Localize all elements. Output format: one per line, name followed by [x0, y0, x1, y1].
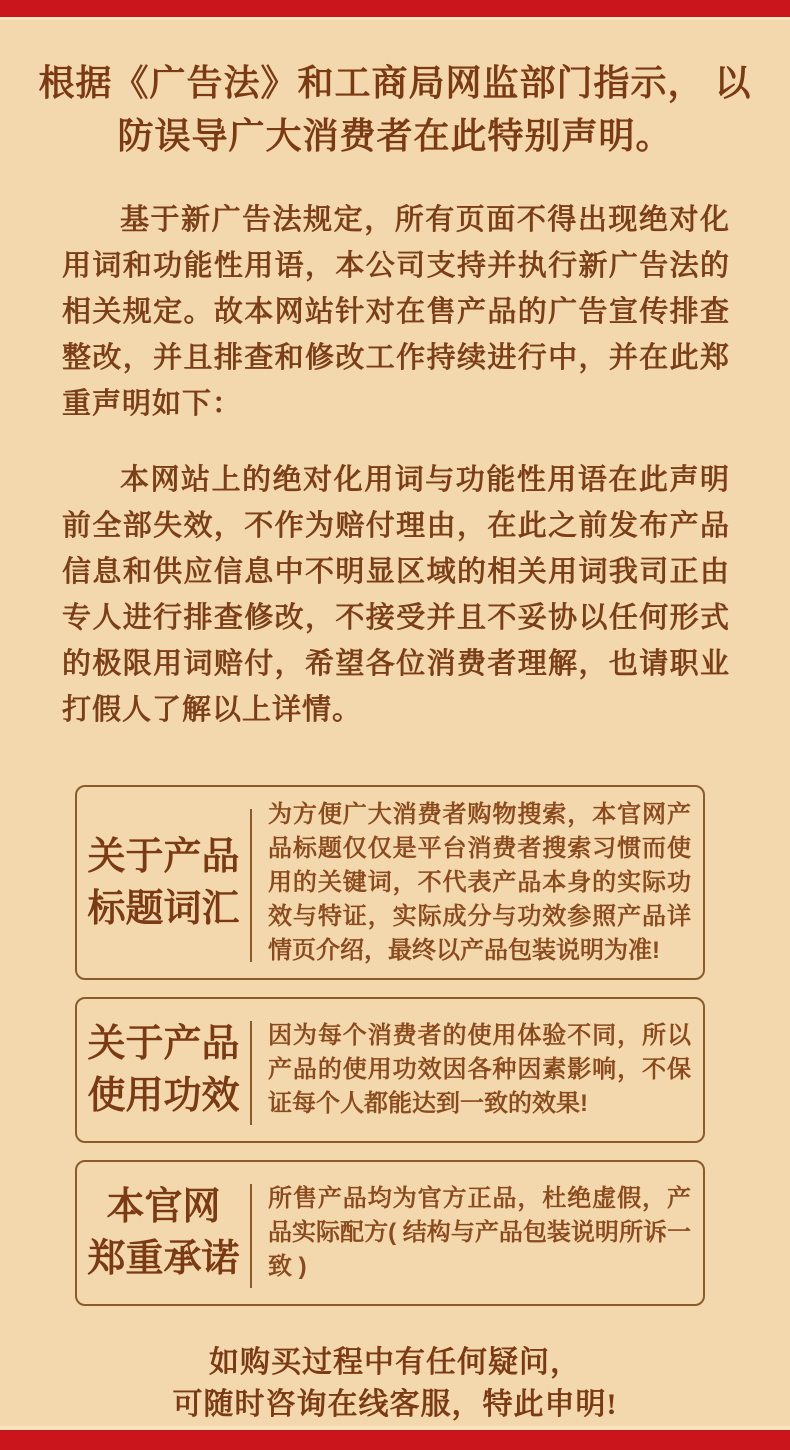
notice-box-title-line1: 本官网 — [106, 1186, 221, 1228]
page-title-line1: 根据《广告法》和工商局网监部门指示， — [38, 63, 705, 103]
notice-box-product-title-heading — [77, 831, 250, 935]
notice-box-title-line2: 标题词汇 — [87, 887, 240, 930]
notice-box-title-line1: 关于产品 — [87, 835, 240, 878]
footer-note-line1: 如购买过程中有任何疑问， — [209, 1346, 581, 1379]
top-red-band — [0, 0, 790, 20]
notice-box-product-effect-body: 因为每个消费者的使用体验不同，所以产品的使用功效因各种因素影响，不保证每个人都能达到一致的效果! — [268, 1022, 691, 1117]
notice-box-product-title — [75, 785, 705, 980]
page-title — [0, 57, 790, 163]
bottom-red-band — [0, 1426, 790, 1450]
notice-box-official-promise-body: 所售产品均为官方正品，杜绝虚假，产品实际配方( 结构与产品包装说明所诉一致 ) — [268, 1185, 691, 1280]
footer-note-line2: 可随时咨询在线客服，特此申明! — [172, 1388, 618, 1421]
footer-note — [0, 1342, 790, 1426]
notice-box-product-title-body: 为方便广大消费者购物搜索，本官网产品标题仅仅是平台消费者搜索习惯而使用的关键词，不代表产品本身的实际功效与特证，实际成分与功效参照产品详情页介绍，最终以产品包装说明为准! — [268, 800, 691, 964]
intro-paragraph: 基于新广告法规定，所有页面不得出现绝对化用词和功能性用语，本公司支持并执行新广告法的相关规定。故本网站针对在售产品的广告宣传排查整改，并且排查和修改工作持续进行中，并在此郑重声明如下： — [62, 204, 730, 420]
notice-box-official-promise-heading — [77, 1181, 250, 1285]
notice-box-product-effect — [75, 997, 705, 1143]
page-title-line2: 以防误导广大消费者在此特别声明。 — [117, 63, 752, 156]
notice-box-official-promise — [75, 1160, 705, 1306]
notice-box-list — [75, 785, 705, 1306]
notice-box-title-line1: 关于产品 — [87, 1023, 240, 1065]
notice-box-product-effect-heading — [77, 1018, 250, 1122]
statement-paragraph: 本网站上的绝对化用词与功能性用语在此声明前全部失效，不作为赔付理由，在此之前发布产品信息和供应信息中不明显区域的相关用词我司正由专人进行排查修改，不接受并且不妥协以任何形式的极限用词赔付，希望各位消费者理解，也请职业打假人了解以上详情。 — [62, 464, 730, 726]
notice-box-title-line2: 使用功效 — [87, 1075, 240, 1117]
notice-box-title-line2: 郑重承诺 — [87, 1238, 240, 1280]
